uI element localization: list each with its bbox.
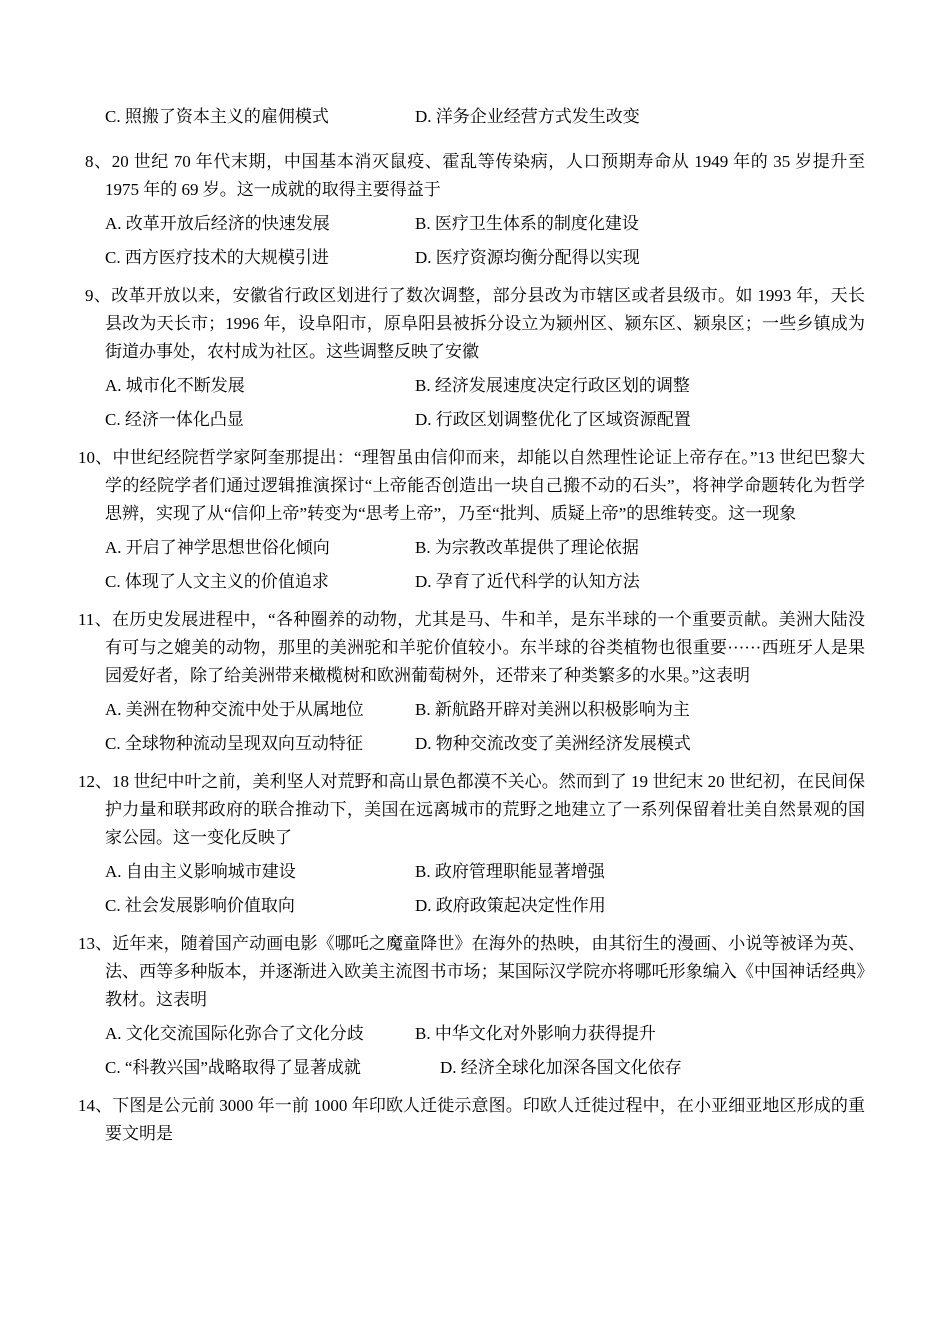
option-a: A. 城市化不断发展 [105,376,245,395]
option-row [105,406,865,434]
option-c: C. 经济一体化凸显 [105,410,244,429]
option-b: B. 经济发展速度决定行政区划的调整 [415,376,690,395]
option-row [105,210,865,238]
option-row [105,1054,865,1082]
question-text: 中世纪经院哲学家阿奎那提出：“理智虽由信仰而来，却能以自然理性论证上帝存在。”13 世纪巴黎大学的经院学者们通过逻辑推演探讨“上帝能否创造出一块自己搬不动的石头”，将神学命题转化为哲学思辨，实现了从“信仰上帝”转变为“思考上帝”，乃至“批判、质疑上帝”的思维转变。这一现象 [105,448,865,523]
option-a: A. 美洲在物种交流中处于从属地位 [105,700,364,719]
option-d: D. 行政区划调整优化了区域资源配置 [415,410,691,429]
option-b: B. 为宗教改革提供了理论依据 [415,538,639,557]
question-number: 11、 [78,610,113,629]
question-stem [78,1092,865,1148]
option-b: B. 中华文化对外影响力获得提升 [415,1024,656,1043]
option-b: B. 新航路开辟对美洲以积极影响为主 [415,700,690,719]
question-stem [85,148,865,204]
question-number: 10、 [78,448,113,467]
question-stem [78,930,865,1014]
question-number: 9、 [85,286,112,305]
option-a: A. 开启了神学思想世俗化倾向 [105,538,330,557]
option-row [105,534,865,562]
option-row [105,372,865,400]
question-14 [78,1092,866,1148]
question-stem [85,282,865,366]
option-c: C. 社会发展影响价值取向 [105,896,295,915]
option-row [105,892,865,920]
option-d: D. 洋务企业经营方式发生改变 [415,107,640,126]
option-a: A. 文化交流国际化弥合了文化分歧 [105,1024,364,1043]
option-a: A. 改革开放后经济的快速发展 [105,214,330,233]
question-stem [78,606,865,690]
question-13 [78,930,866,1082]
question-9 [85,282,865,434]
question-text: 18 世纪中叶之前，美利坚人对荒野和高山景色都漠不关心。然而到了 19 世纪末 20 世纪初，在民间保护力量和联邦政府的联合推动下，美国在远离城市的荒野之地建立了一系列保留着壮美自然景观的国家公园。这一变化反映了 [105,772,866,847]
question-stem [78,444,865,528]
option-d: D. 物种交流改变了美洲经济发展模式 [415,734,691,753]
option-row [105,568,865,596]
option-row [105,858,865,886]
question-8 [85,148,865,272]
option-d: D. 政府政策起决定性作用 [415,896,606,915]
option-row [105,1020,865,1048]
option-c: C. 全球物种流动呈现双向互动特征 [105,734,363,753]
option-d: D. 医疗资源均衡分配得以实现 [415,248,640,267]
option-row [105,244,865,272]
option-b: B. 医疗卫生体系的制度化建设 [415,214,639,233]
option-row [105,696,865,724]
question-text: 改革开放以来，安徽省行政区划进行了数次调整，部分县改为市辖区或者县级市。如 1993 年，天长县改为天长市；1996 年，设阜阳市，原阜阳县被拆分设立为颍州区、颍东区、颍泉区；一些乡镇成为街道办事处，农村成为社区。这些调整反映了安徽 [105,286,866,361]
option-c: C. 西方医疗技术的大规模引进 [105,248,329,267]
question-text: 在历史发展进程中，“各种圈养的动物，尤其是马、牛和羊，是东半球的一个重要贡献。美洲大陆没有可与之媲美的动物，那里的美洲驼和羊驼价值较小。东半球的谷类植物也很重要······西班牙人是果园爱好者，除了给美洲带来橄榄树和欧洲葡萄树外，还带来了种类繁多的水果。”这表明 [105,610,865,685]
question-11 [78,606,865,758]
question-12 [78,768,866,920]
question-number: 13、 [78,934,113,953]
option-c: C. 体现了人文主义的价值追求 [105,572,329,591]
question-10 [78,444,865,596]
option-d: D. 孕育了近代科学的认知方法 [415,572,640,591]
prev-question-option-row [105,103,865,131]
option-d: D. 经济全球化加深各国文化依存 [440,1058,682,1077]
option-b: B. 政府管理职能显著增强 [415,862,605,881]
question-text: 20 世纪 70 年代末期，中国基本消灭鼠疫、霍乱等传染病，人口预期寿命从 1949 年的 35 岁提升至 1975 年的 69 岁。这一成就的取得主要得益于 [105,152,866,199]
option-row [105,730,865,758]
option-c: C. “科教兴国”战略取得了显著成就 [105,1058,361,1077]
question-number: 12、 [78,772,113,791]
question-number: 8、 [85,152,112,171]
question-number: 14、 [78,1096,113,1115]
option-c: C. 照搬了资本主义的雇佣模式 [105,107,329,126]
question-stem [78,768,865,852]
option-a: A. 自由主义影响城市建设 [105,862,296,881]
question-text: 近年来，随着国产动画电影《哪吒之魔童降世》在海外的热映，由其衍生的漫画、小说等被译为英、法、西等多种版本，并逐渐进入欧美主流图书市场；某国际汉学院亦将哪吒形象编入《中国神话经典》教材。这表明 [105,934,866,1009]
question-text: 下图是公元前 3000 年一前 1000 年印欧人迁徙示意图。印欧人迁徙过程中，在小亚细亚地区形成的重要文明是 [105,1096,866,1143]
